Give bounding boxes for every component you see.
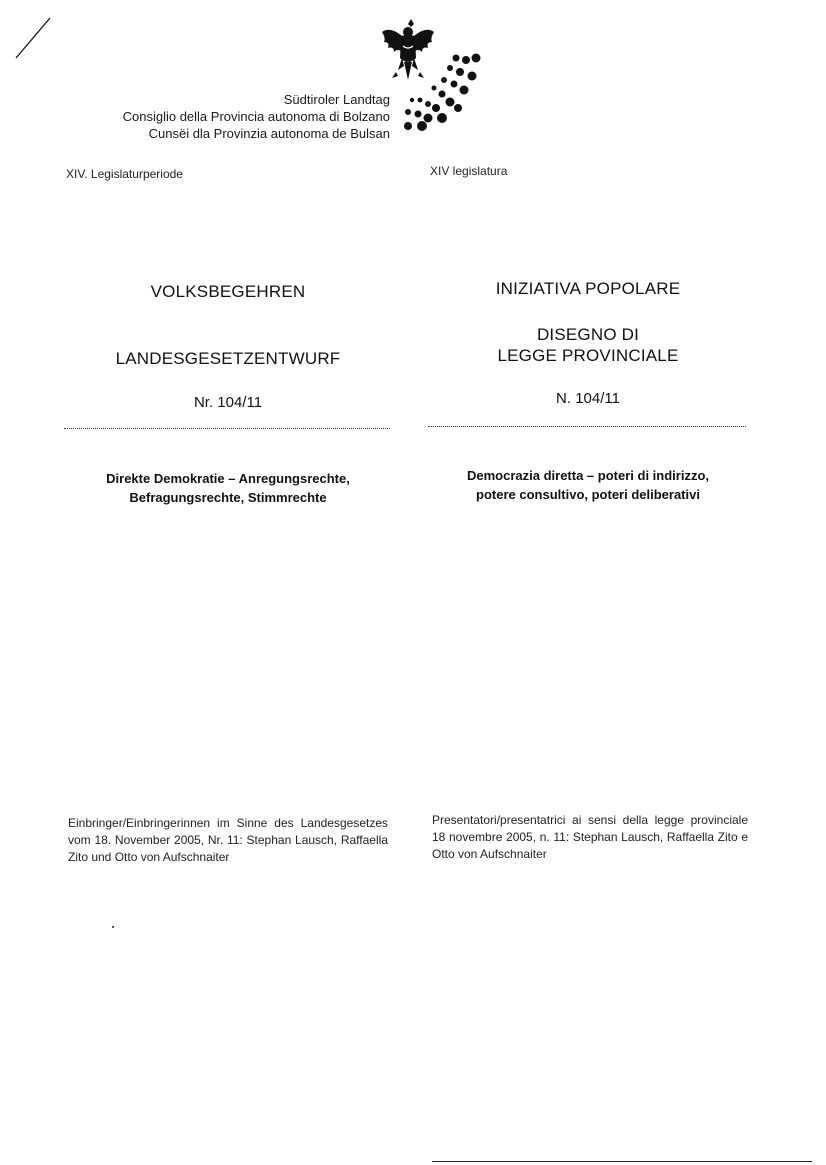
title-disegno-di: DISEGNO DI — [536, 325, 640, 344]
dotted-separator-right — [428, 426, 746, 427]
subject-german — [60, 469, 396, 507]
introducers-german: Einbringer/Einbringerinnen im Sinne des Landesgesetzes vom 18. November 2005, Nr. 11: Stephan Lausch, Raffaella Zito und Otto von Aufschnaiter — [68, 816, 388, 864]
legislature-german: XIV. Legislaturperiode — [66, 167, 183, 181]
dotted-separator-left — [64, 428, 390, 429]
org-name-german: Südtiroler Landtag — [283, 92, 390, 107]
subject-italian — [424, 466, 752, 504]
subject-italian-line1: Democrazia diretta – poteri di indirizzo, — [467, 468, 709, 483]
pen-stroke-mark — [14, 16, 54, 60]
organization-names — [123, 91, 390, 142]
bottom-rule — [432, 1161, 812, 1162]
dot-pattern-logo-icon — [398, 50, 484, 136]
title-legge-provinciale: LEGGE PROVINCIALE — [497, 346, 679, 365]
org-name-italian: Consiglio della Provincia autonoma di Bolzano — [122, 109, 390, 124]
org-name-ladin: Cunsëi dla Provinzia autonoma de Bulsan — [148, 126, 390, 141]
bill-number-italian: N. 104/11 — [556, 390, 620, 407]
title-volksbegehren: VOLKSBEGEHREN — [150, 282, 306, 301]
legislature-italian: XIV legislatura — [430, 164, 508, 178]
title-landesgesetzentwurf: LANDESGESETZENTWURF — [115, 349, 341, 368]
subject-italian-line2: potere consultivo, poteri deliberativi — [476, 487, 700, 502]
introducers-italian: Presentatori/presentatrici ai sensi della legge provinciale 18 novembre 2005, n. 11: Stephan Lausch, Raffaella Zito e Otto von Aufschnaiter — [432, 813, 748, 861]
subject-german-line2: Befragungsrechte, Stimmrechte — [129, 490, 327, 505]
scan-speck — [112, 926, 114, 928]
subject-german-line1: Direkte Demokratie – Anregungsrechte, — [106, 471, 350, 486]
bill-number-german: Nr. 104/11 — [193, 394, 263, 411]
title-iniziativa-popolare: INIZIATIVA POPOLARE — [495, 279, 681, 298]
